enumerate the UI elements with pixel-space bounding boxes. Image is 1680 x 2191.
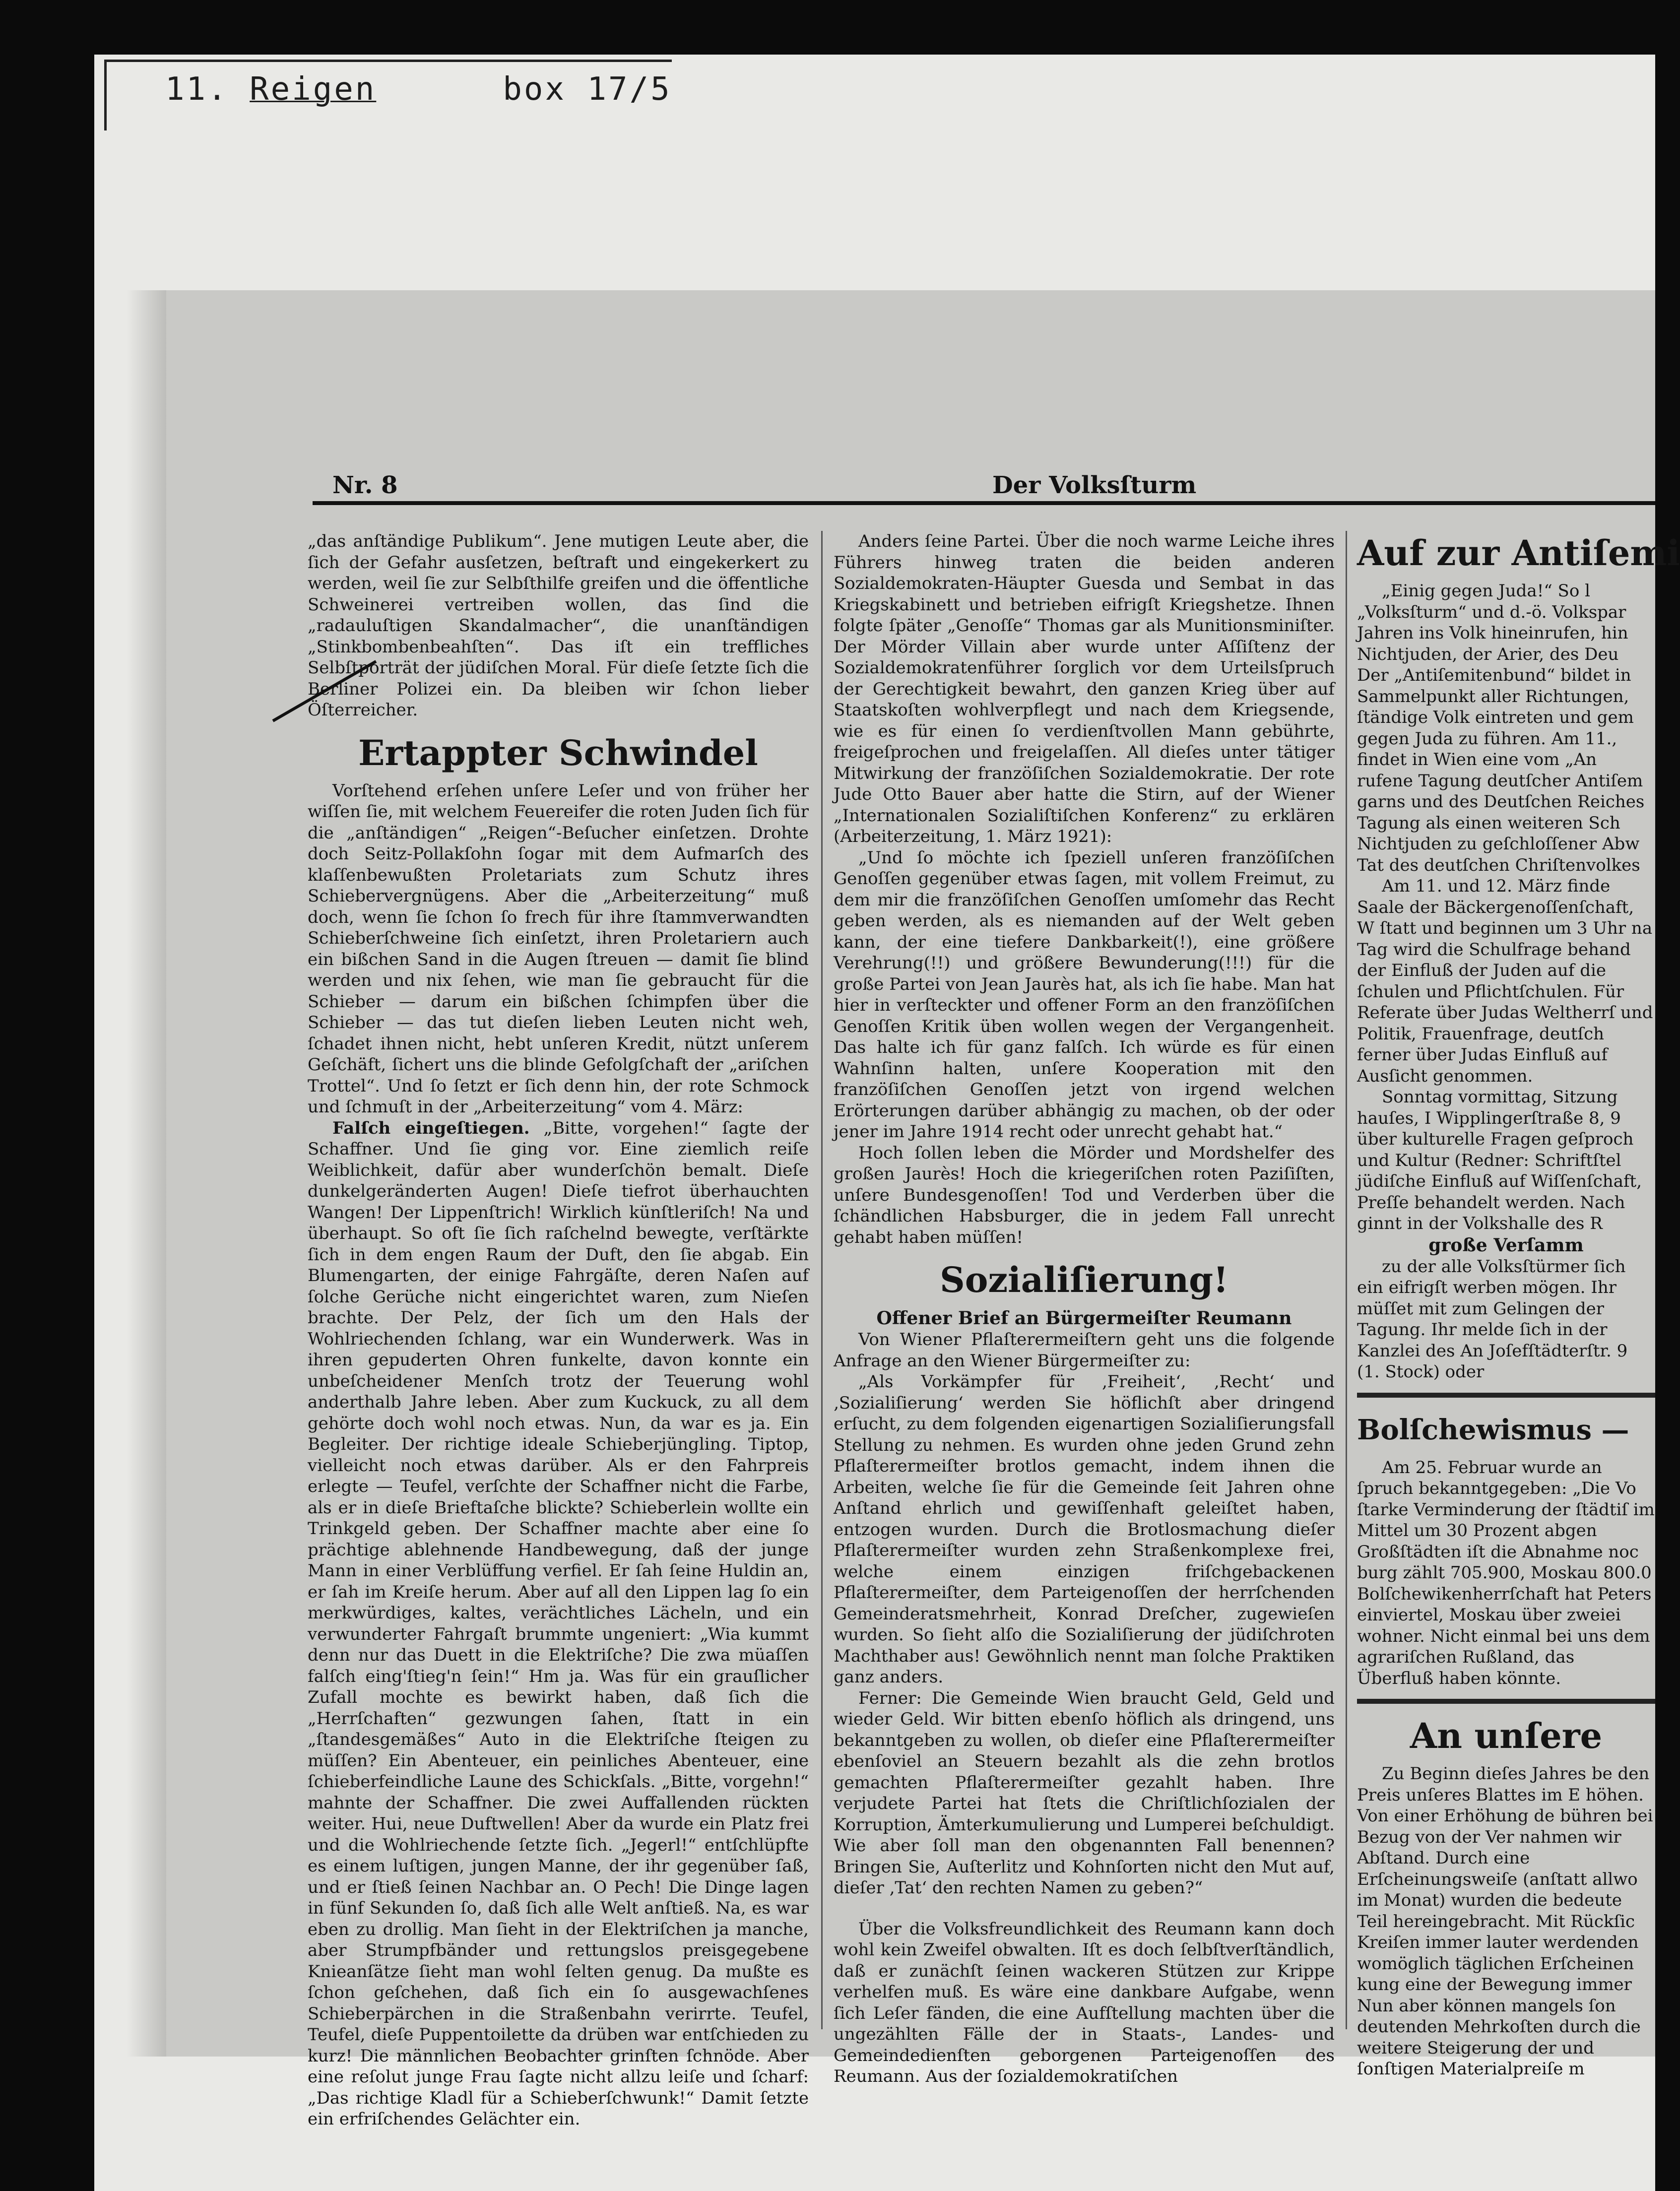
paragraph: Am 25. Februar wurde an ſpruch bekanntgegeben: „Die Vo ſtarke Verminderung der ſtädtiſ im Mittel um 30 Prozent abgen Großſtädten iſt die Abnahme noc burg zählt 705.900, Moskau 800.0 Bolſchewikenherrſchaft hat Peters einviertel, Moskau über zweiei wohner. Nicht einmal bei uns dem agrariſchen Rußland, das Überfluß haben könnte.: [1357, 1457, 1655, 1688]
column-3: [1357, 531, 1680, 2079]
paragraph: zu der alle Volksſtürmer ſich ein eifrigſt werben mögen. Ihr müſſet mit zum Gelingen der Tagung. Ihr melde ſich in der Kanzlei des An Joſefſtädterſtr. 9 (1. Stock) oder: [1357, 1256, 1628, 1382]
paragraph: Anders ſeine Partei. Über die noch warme Leiche ihres Führers hinweg traten die beiden anderen Sozialdemokraten-Häupter Guesda und Sembat in das Kriegskabinett und betrieben eifrigſt Kriegshetze. Ihnen folgte ſpäter „Genoſſe“ Thomas gar als Munitionsminiſter. Der Mörder Villain aber wurde unter Aſſiſtenz der Sozialdemokratenführer ſorglich vor dem Urteilsſpruch der Gerechtigkeit bewahrt, den ganzen Krieg über auf Staatskoſten wohlverpflegt und nach dem Kriegsende, wie es für einen ſo verdienſtvollen Mann gebührte, freigeſprochen und freigelaſſen. All dieſes unter tätiger Mitwirkung der franzöſiſchen Sozialdemokratie. Der rote Jude Otto Bauer aber hatte die Stirn, auf der Wiener „Internationalen Sozialiſtiſchen Konferenz“ zu erklären (Arbeiterzeitung, 1. März 1921):: [834, 531, 1335, 846]
masthead: Der Volksſturm: [992, 471, 1197, 499]
archive-number: 11.: [165, 71, 229, 108]
paragraph-lead: Falſch eingeſtiegen.: [332, 1118, 530, 1138]
article-subheading: Offener Brief an Bürgermeiſter Reumann: [876, 1308, 1292, 1329]
paragraph: Am 11. und 12. März finde Saale der Bäckergenoſſenſchaft, W ſtatt und beginnen um 3 Uhr na Tag wird die Schulfrage behand der Einfluß der Juden auf die ſchulen und Pflichtſchulen. Für Referate über Judas Weltherrſ und Politik, Frauenfrage, deutſch ferner über Judas Einfluß auf Ausſicht genommen.: [1357, 876, 1653, 1086]
column-2: [834, 531, 1335, 2086]
newspaper-header: [0, 471, 1655, 501]
paragraph: „Als Vorkämpfer für ‚Freiheit‘, ‚Recht‘ und ‚Sozialiſierung‘ werden Sie höflichſt aber dringend erſucht, zu dem folgenden eigenartigen Sozialiſierungsfall Stellung zu nehmen. Es wurden ohne jeden Grund zehn Pflaſterermeiſter brotlos gemacht, indem ihnen die Arbeiten, welche ſie für die Gemeinde ſeit Jahren ohne Anſtand ehrlich und gewiſſenhaft geleiſtet haben, entzogen wurden. Durch die Brotlosmachung dieſer Pflaſterermeiſter wurden zehn Straßenkomplexe frei, welche einem einzigen friſchgebackenen Pflaſterermeiſter, dem Parteigenoſſen der herrſchenden Gemeinderatsmehrheit, Konrad Dreſcher, zugewieſen wurden. So ſieht alſo die Sozialiſierung der jüdiſchroten Machthaber aus! Gewöhnlich nennt man ſolche Praktiken ganz anders.: [834, 1372, 1335, 1687]
paragraph: „Und ſo möchte ich ſpeziell unſeren franzöſiſchen Genoſſen gegenüber etwas ſagen, mit vollem Freimut, zu dem mir die franzöſiſchen Genoſſen umſomehr das Recht geben werden, als es niemanden auf der Welt geben kann, der eine tiefere Dankbarkeit(!), eine größere Verehrung(!!) und größere Bewunderung(!!!) für die große Partei von Jean Jaurès hat, als ich ſie habe. Man hat hier in verſteckter und offener Form an den franzöſiſchen Genoſſen Kritik üben wollen wegen der Vergangenheit. Das halte ich für ganz falſch. Ich würde es für einen Wahnſinn halten, unſere Kooperation mit den franzöſiſchen Genoſſen jetzt von irgend welchen Erörterungen darüber abhängig zu machen, ob der oder jener im Jahre 1914 recht oder unrecht gehabt hat.“: [834, 847, 1335, 1142]
column-divider: [821, 531, 823, 2029]
paragraph: Von Wiener Pflaſterermeiſtern geht uns die folgende Anfrage an den Wiener Bürgermeiſter zu:: [834, 1330, 1335, 1371]
archive-label: [104, 60, 672, 130]
issue-number: Nr. 8: [332, 471, 398, 499]
paragraph: Vorſtehend erſehen unſere Leſer und von früher her wiſſen ſie, mit welchem Feuereifer die roten Juden ſich für die „anſtändigen“ „Reigen“-Beſucher einſetzen. Drohte doch Seitz-Pollakſohn ſogar mit dem Aufmarſch des klaſſenbewußten Proletariats zum Schutz ihres Schiebervergnügens. Aber die „Arbeiterzeitung“ muß doch, wenn ſie ſchon ſo frech für ihre ſtammverwandten Schieberſchweine ſich einſetzt, ihren Proletariern auch ein bißchen Sand in die Augen ſtreuen — damit ſie blind werden und nix ſehen, wie man ſie gebraucht für die Schieber — darum ein bißchen ſchimpfen über die Schieber — das tut dieſen lieben Leuten nicht weh, ſchadet ihnen nicht, hebt unſeren Kredit, nützt unſerem Geſchäft, ſichert uns die blinde Gefolgſchaft der „ariſchen Trottel“. Und ſo ſetzt er ſich denn hin, der rote Schmock und ſchmuſt in der „Arbeiterzeitung“ vom 4. März:: [308, 780, 809, 1117]
paragraph: Zu Beginn dieſes Jahres be den Preis unſeres Blattes im E höhen. Von einer Erhöhung de bühren bei Bezug von der Ver nahmen wir Abſtand. Durch eine Erſcheinungsweiſe (anſtatt allwo im Monat) wurden die bedeute Teil hereingebracht. Mit Rückſic Kreiſen immer lauter werdenden womöglich täglichen Erſcheinen kung eine der Bewegung immer Nun aber können mangels ſon deutenden Mehrkoſten durch die weitere Steigerung der und ſonſtigen Materialpreiſe m: [1357, 1764, 1653, 2079]
paragraph: Sonntag vormittag, Sitzung hauſes, I Wipplingerſtraße 8, 9 über kulturelle Fragen geſproch und Kultur (Redner: Schriftſtel jüdiſche Einfluß auf Wiſſenſchaft, Preſſe behandelt werden. Nach ginnt in der Volkshalle des R: [1357, 1087, 1642, 1233]
article-subheading: große Verſamm: [1428, 1234, 1584, 1256]
header-rule: [313, 501, 1655, 505]
article-heading: Sozialiſierung!: [940, 1259, 1228, 1300]
paragraph: [308, 1118, 809, 2130]
archive-title: Reigen: [250, 71, 377, 108]
paragraph: „Einig gegen Juda!“ So l „Volksſturm“ und d.-ö. Volkspar Jahren ins Volk hineinrufen, hin Nichtjuden, der Arier, des Deu Der „Antiſemitenbund“ bildet in Sammelpunkt aller Richtungen, ſtändige Volk eintreten und gem gegen Juda zu führen. Am 11., findet in Wien eine vom „An rufene Tagung deutſcher Antiſem garns und des Deutſchen Reiches Tagung als einen weiteren Sch Nichtjuden zu geſchloſſener Abw Tat des deutſchen Chriſtenvolkes: [1357, 581, 1645, 875]
page-shadow: [127, 290, 166, 2057]
article-heading: Auf zur Antiſemi: [1357, 532, 1680, 574]
column-1: [308, 531, 809, 2129]
archive-box: box 17/5: [503, 71, 672, 108]
paragraph: Über die Volksfreundlichkeit des Reumann kann doch wohl kein Zweifel obwalten. Iſt es doch ſelbſtverſtändlich, daß er zunächſt ſeinen wackeren Stützen zur Krippe verhelfen muß. Es wäre eine dankbare Aufgabe, wenn ſich Leſer fänden, die eine Aufſtellung machten über die ungezählten Fälle der in Staats-, Landes- und Gemeindedienſten geborgenen Parteigenoſſen des Reumann. Aus der ſozialdemokratiſchen: [834, 1919, 1335, 2086]
paragraph: Ferner: Die Gemeinde Wien braucht Geld, Geld und wieder Geld. Wir bitten ebenſo höflich als dringend, uns bekanntgeben zu wollen, ob dieſer eine Pflaſterermeiſter ebenſoviel an Steuern bezahlt als die zehn brotlos gemachten Pflaſterermeiſter gezahlt haben. Ihre verjudete Partei hat ſtets die Chriſtlichſozialen der Korruption, Ämterkumulierung und Lumperei beſchuldigt. Wie aber ſoll man den obgenannten Fall benennen? Bringen Sie, Auſterlitz und Kohnſorten nicht den Mut auf, dieſer ‚Tat‘ den rechten Namen zu geben?“: [834, 1688, 1335, 1898]
article-heading: Ertappter Schwindel: [358, 732, 758, 773]
paragraph: „das anſtändige Publikum“. Jene mutigen Leute aber, die ſich der Gefahr ausſetzen, beſtraft und eingekerkert zu werden, weil ſie zur Selbſthilfe greifen und die öffentliche Schweinerei vertreiben wollen, das ſind die „radauluſtigen Skandalmacher“, die unanſtändigen „Stinkbombenbeahſten“. Das iſt ein treffliches Selbſtporträt der jüdiſchen Moral. Für dieſe ſetzte ſich die Berliner Polizei ein. Da bleiben wir ſchon lieber Öſterreicher.: [308, 531, 809, 720]
paragraph: Hoch ſollen leben die Mörder und Mordshelfer des großen Jaurès! Hoch die kriegeriſchen roten Paziſiſten, unſere Bundesgenoſſen! Tod und Verderben über die ſchändlichen Habsburger, die in jedem Fall unrecht gehabt haben müſſen!: [834, 1143, 1335, 1247]
section-rule: [1357, 1393, 1655, 1398]
paragraph-text: „Bitte, vorgehen!“ ſagte der Schaffner. Und ſie ging vor. Eine ziemlich reiſe Weiblichkeit, dafür aber wunderſchön bemalt. Dieſe dunkelgeränderten Augen! Dieſe tiefrot überhauchten Wangen! Der Lippenſtrich! Wirklich künſtleriſch! Na und überhaupt. So oft ſie ſich raſchelnd bewegte, verſtärkte ſich in dem engen Raum der Duft, den ſie abgab. Ein Blumengarten, der einige Fahrgäſte, deren Naſen auf ſolche Gerüche nicht eingerichtet waren, zum Nieſen brachte. Der Pelz, der ſich um den Hals der Wohlriechenden ſchlang, war ein Wunderwerk. Was in ihren gepuderten Ohren funkelte, davon konnte ein unbeſcheidener Menſch trotz der Teuerung wohl anderthalb Jahre leben. Aber zum Kuckuck, zu all dem gehörte doch wohl noch etwas. Nun, da war es ja. Ein Begleiter. Der richtige ideale Schieberjüngling. Tiptop, vielleicht noch etwas darüber. Als er den Fahrpreis erlegte — Teufel, verſchte der Schaffner nicht die Farbe, als er in dieſe Brieftaſche blickte? Schieberlein wollte ein Trinkgeld geben. Der Schaffner machte aber eine ſo prächtige ablehnende Handbewegung, daß der junge Mann in einer Verblüffung verfiel. Er ſah ſeine Huldin an, er ſah im Kreiſe herum. Aber auf all den Lippen lag ſo ein merkwürdiges, kaltes, verächtliches Lächeln, und ein verwunderter Fahrgaſt brummte ungeniert: „Wia kummt denn nur das Duett in die Elektriſche? Die zwa müaſſen falſch eing'ſtieg'n ſein!“ Hm ja. Was für ein grauſlicher Zufall mochte es bewirkt haben, daß ſich die „Herrſchaften“ gezwungen ſahen, ſtatt in ein „ſtandesgemäßes“ Auto in die Elektriſche ſteigen zu müſſen? Ein Abenteuer, ein peinliches Abenteuer, eine ſchieberfeindliche Laune des Schickſals. „Bitte, vorgehn!“ mahnte der Schaffner. Die zwei Auffallenden rückten weiter. Hui, neue Duftwellen! Aber da wurde ein Platz frei und die Wohlriechende ſetzte ſich. „Jegerl!“ entſchlüpfte es einem luſtigen, jungen Manne, der ihr gegenüber ſaß, und er ſtieß ſeinen Nachbar an. O Pech! Die Dinge lagen in fünf Sekunden ſo, daß ſich alle Welt anſtieß. Na, es war eben zu drollig. Man ſieht in der Elektriſchen ja manche, aber Strumpfbänder und rettungslos preisgegebene Knieanſätze ſieht man wohl ſelten genug. Da mußte es ſchon geſchehen, daß ſich ein ſo ausgewachſenes Schieberpärchen in die Straßenbahn verirrte. Teufel, Teufel, dieſe Puppentoilette da drüben war entſchieden zu kurz! Die männlichen Beobachter grinſten ſchnöde. Aber eine reſolut junge Frau ſagte nicht allzu leiſe und ſcharf: „Das richtige Kladl für a Schieberſchwunk!“ Damit ſetzte ein erfriſchendes Gelächter ein.: [308, 1118, 809, 2129]
column-divider: [1346, 531, 1347, 2029]
article-heading: An unſere: [1410, 1715, 1603, 1756]
section-rule: [1357, 1699, 1655, 1704]
article-heading: Bolſchewismus —: [1357, 1413, 1629, 1446]
